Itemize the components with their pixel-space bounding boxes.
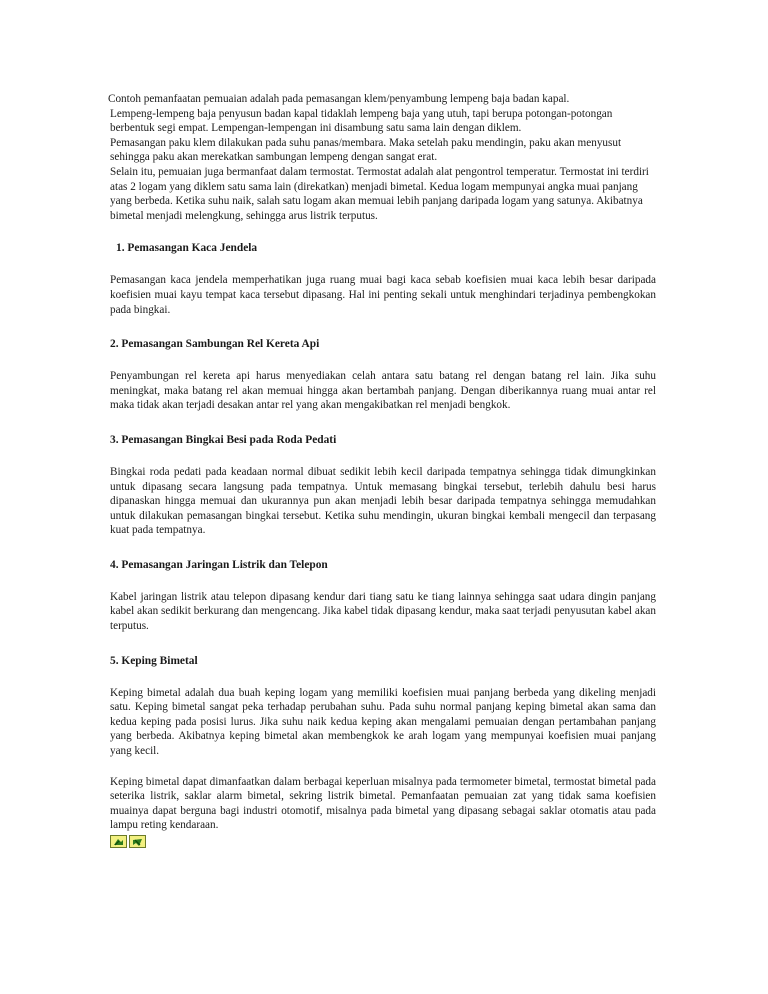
nav-icons xyxy=(110,835,656,848)
section-paragraph: Keping bimetal dapat dimanfaatkan dalam berbagai keperluan misalnya pada termometer bimetal, termostat bimetal pada seterika listrik, saklar alarm bimetal, sekring listrik bimetal. Pemanfaatan pemuaian zat yang tidak sama koefisien muainya dapat berguna bagi industri otomotif, misalnya pada bimetal yang dipasang sebagai saklar otomatis atau pada lampu reting kendaraan. xyxy=(110,775,656,832)
section-title-keping-bimetal: 5. Keping Bimetal xyxy=(110,654,198,667)
intro-block xyxy=(110,92,656,223)
section-paragraph: Kabel jaringan listrik atau telepon dipasang kendur dari tiang satu ke tiang lainnya sehingga saat udara dingin panjang kabel akan sedikit berkurang dan mengencang. Jika kabel tidak dipasang kendur, maka saat terjadi penyusutan kabel akan terputus. xyxy=(110,590,656,633)
intro-line: Pemasangan paku klem dilakukan pada suhu panas/membara. Maka setelah paku mendingin, paku akan menyusut sehingga paku akan merekatkan sambungan lempeng dengan sangat erat. xyxy=(110,136,622,164)
section-paragraph: Keping bimetal adalah dua buah keping logam yang memiliki koefisien muai panjang berbeda yang dikeling menjadi satu. Keping bimetal sangat peka terhadap perubahan suhu. Pada suhu normal panjang keping bimetal akan sama dan kedua keping pada posisi lurus. Jika suhu naik kedua keping akan mengalami pemuaian dengan pertambahan panjang yang berbeda. Akibatnya keping bimetal akan membengkok ke arah logam yang mempunyai koefisien muai panjang yang kecil. xyxy=(110,686,656,758)
section-title-roda-pedati: 3. Pemasangan Bingkai Besi pada Roda Pedati xyxy=(110,433,337,446)
document-page xyxy=(110,92,656,848)
section-paragraph: Penyambungan rel kereta api harus menyediakan celah antara satu batang rel dengan batang rel lain. Jika suhu meningkat, maka batang rel akan memuai hingga akan bertambah panjang. Dengan diberikannya ruang muai antar rel maka tidak akan terjadi desakan antar rel yang akan mengakibatkan rel menjadi bengkok. xyxy=(110,370,656,412)
section-title-listrik-telepon: 4. Pemasangan Jaringan Listrik dan Telepon xyxy=(110,558,328,571)
arrow-forward-icon xyxy=(131,837,144,847)
arrow-back-icon xyxy=(112,837,125,847)
intro-line: Lempeng-lempeng baja penyusun badan kapal tidaklah lempeng baja yang utuh, tapi berupa potongan-potongan berbentuk segi empat. Lempengan-lempengan ini disambung satu sama lain dengan diklem. xyxy=(110,107,613,135)
intro-line: Contoh pemanfaatan pemuaian adalah pada pemasangan klem/penyambung lempeng baja badan kapal. xyxy=(108,93,570,105)
section-title-kaca-jendela: 1. Pemasangan Kaca Jendela xyxy=(116,242,258,255)
section-title-rel-kereta: 2. Pemasangan Sambungan Rel Kereta Api xyxy=(110,338,320,351)
forward-button[interactable] xyxy=(129,835,146,848)
back-button[interactable] xyxy=(110,835,127,848)
section-paragraph: Bingkai roda pedati pada keadaan normal dibuat sedikit lebih kecil daripada tempatnya sehingga tidak dimungkinkan untuk dipasang secara langsung pada tempatnya. Untuk memasang bingkai tersebut, terlebih dahulu besi harus dipanaskan hingga memuai dan ukurannya pun akan menjadi lebih besar daripada tempatnya sehingga memudahkan untuk dilakukan pemasangan bingkai tersebut. Ketika suhu mendingin, ukuran bingkai kembali mengecil dan terpasang kuat pada tempatnya. xyxy=(110,465,656,537)
intro-line: Selain itu, pemuaian juga bermanfaat dalam termostat. Termostat adalah alat pengontrol temperatur. Termostat ini terdiri atas 2 logam yang diklem satu sama lain (direkatkan) menjadi bimetal. Kedua logam mempunyai angka muai panjang yang berbeda. Ketika suhu naik, salah satu logam akan memuai lebih panjang daripada logam yang satunya. Akibatnya bimetal menjadi melengkung, sehingga arus listrik terputus. xyxy=(110,165,649,222)
section-paragraph: Pemasangan kaca jendela memperhatikan juga ruang muai bagi kaca sebab koefisien muai kaca lebih besar daripada koefisien muai kayu tempat kaca tersebut dipasang. Hal ini penting sekali untuk menghindari terjadinya pembengkokan pada bingkai. xyxy=(110,274,656,316)
